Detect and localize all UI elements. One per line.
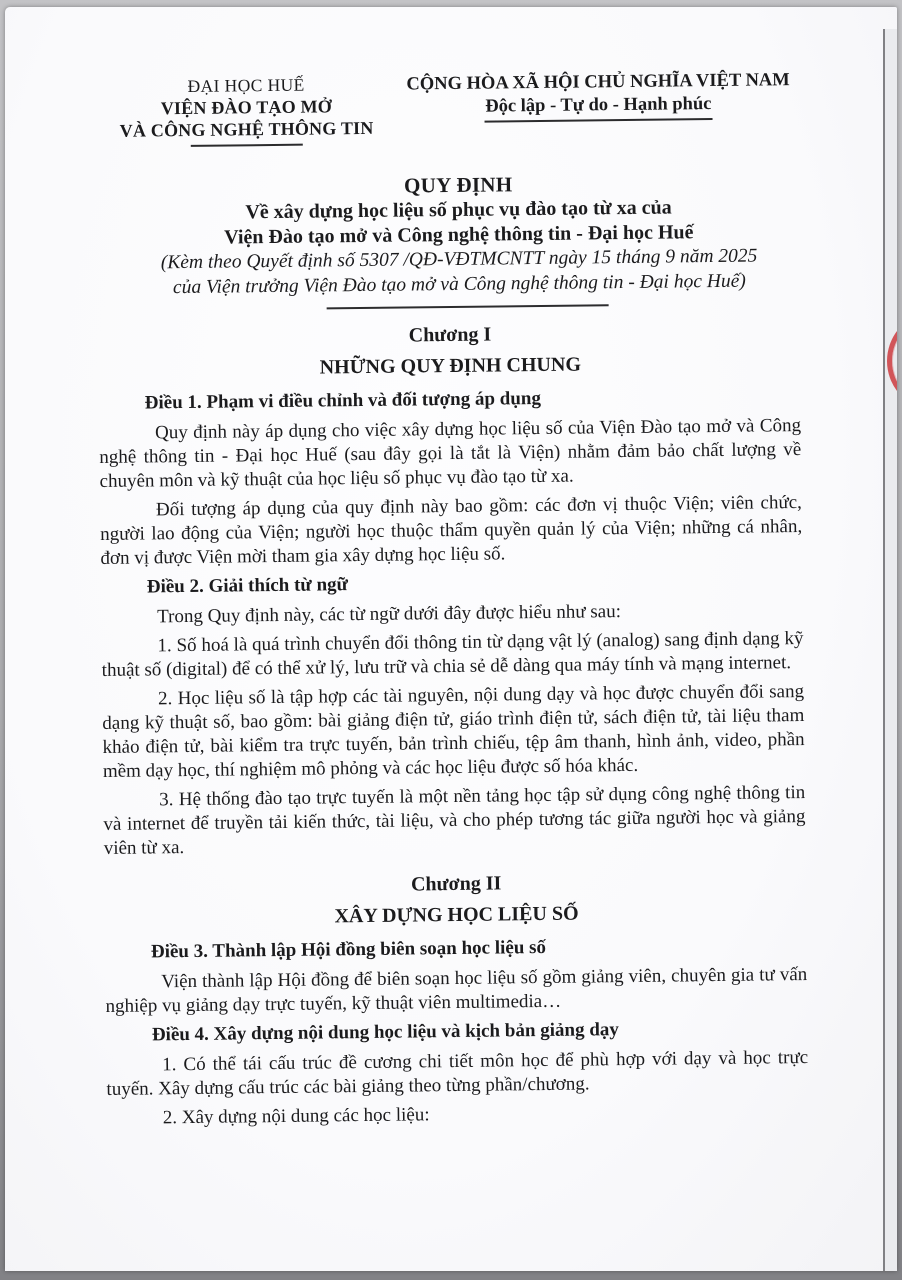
chapter-1-label: Chương I [408,323,492,347]
doc-issuance-note-1: (Kèm theo Quyết định số 5307 /QĐ-VĐTMCNTT ngày 15 tháng 9 năm 2025 [160,245,758,274]
letterhead [5,7,894,149]
chapter-2-body [105,933,809,1131]
doc-title: QUY ĐỊNH [403,172,513,198]
article-4-para-1: 1. Có thể tái cấu trúc đề cương chi tiết môn học để phù hợp với dạy và học trực tuyến. Xây dựng cấu trúc các bài giảng theo từng phần/chương. [106,1046,809,1100]
article-1-heading: Điều 1. Phạm vi điều chỉnh và đối tượng áp dụng [144,387,542,414]
document-title-block [22,167,895,313]
article-4-para-2: 2. Xây dựng nội dung các học liệu: [162,1104,430,1129]
scanned-document-page [5,7,897,1271]
chapter-2-label: Chương II [410,872,502,896]
article-2-intro: Trong Quy định này, các từ ngữ dưới đây được hiểu như sau: [157,601,622,628]
national-header-block [405,69,792,144]
article-2-item-3: 3. Hệ thống đào tạo trực tuyến là một nền tảng học tập sử dụng công nghệ thông tin và internet để truyền tải kiến thức, tài liệu, và cho phép tương tác giữa người học và giảng viên từ xa. [103,782,806,859]
issuer-university: ĐẠI HỌC HUẾ [187,74,305,96]
doc-subtitle-2: Viện Đào tạo mở và Công nghệ thông tin - Đại học Huế [224,221,694,249]
national-title: CỘNG HÒA XÃ HỘI CHỦ NGHĨA VIỆT NAM [406,70,790,95]
article-2-item-1: 1. Số hoá là quá trình chuyển đổi thông tin từ dạng vật lý (analog) sang định dạng kỹ thuật số (digital) để có thể xử lý, lưu trữ và chia sẻ dễ dàng qua máy tính và mạng internet. [101,628,804,681]
document-content [5,7,897,1137]
chapter-1-heading-block [5,317,896,384]
chapter-2-title: XÂY DỰNG HỌC LIỆU SỐ [334,902,579,928]
issuer-block [85,73,408,148]
issuer-underline [191,144,303,147]
article-3-heading: Điều 3. Thành lập Hội đồng biên soạn học liệu số [150,936,547,963]
title-separator-rule [327,304,609,309]
chapter-1-body [99,384,806,861]
article-3-para-1: Viện thành lập Hội đồng để biên soạn học liệu số gồm giảng viên, chuyên gia tư vấn nghiệp vụ giảng dạy trực tuyến, kỹ thuật viên multimedia… [105,963,808,1017]
article-1-para-2: Đối tượng áp dụng của quy định này bao gồm: các đơn vị thuộc Viện; viên chức, người lao động của Viện; người học thuộc thẩm quyền quản lý của Viện; những cá nhân, đơn vị được Viện mời tham gia xây dựng học liệu số. [100,492,803,569]
article-4-heading: Điều 4. Xây dựng nội dung học liệu và kịch bản giảng dạy [151,1019,619,1046]
chapter-2-heading-block [10,866,897,933]
national-motto: Độc lập - Tự do - Hạnh phúc [485,94,712,117]
article-2-item-2: 2. Học liệu số là tập hợp các tài nguyên, nội dung dạy và học được chuyển đổi sang dạng kỹ thuật số, bao gồm: bài giảng điện tử, giáo trình điện tử, sách điện tử, tài liệu tham khảo điện tử, bài kiểm tra trực tuyến, bản trình chiếu, tệp âm thanh, hình ảnh, video, phần mềm dạy học, thí nghiệm mô phỏng và các học liệu được số hóa khác. [102,681,805,782]
doc-issuance-note-2: của Viện trưởng Viện Đào tạo mở và Công nghệ thông tin - Đại học Huế) [172,270,746,298]
article-2-heading: Điều 2. Giải thích từ ngữ [146,574,349,598]
doc-subtitle-1: Về xây dựng học liệu số phục vụ đào tạo từ xa của [245,196,672,224]
chapter-1-title: NHỮNG QUY ĐỊNH CHUNG [319,353,582,379]
issuer-institute-line2: VÀ CÔNG NGHỆ THÔNG TIN [119,117,374,141]
article-1-para-1: Quy định này áp dụng cho việc xây dựng học liệu số của Viện Đào tạo mở và Công nghệ thông tin - Đại học Huế (sau đây gọi là tắt là Viện) nhằm đảm bảo chất lượng về chuyên môn và kỹ thuật của học liệu số phục vụ đào tạo từ xa. [99,415,802,492]
issuer-institute-line1: VIỆN ĐÀO TẠO MỞ [160,96,333,119]
motto-underline [485,118,713,123]
